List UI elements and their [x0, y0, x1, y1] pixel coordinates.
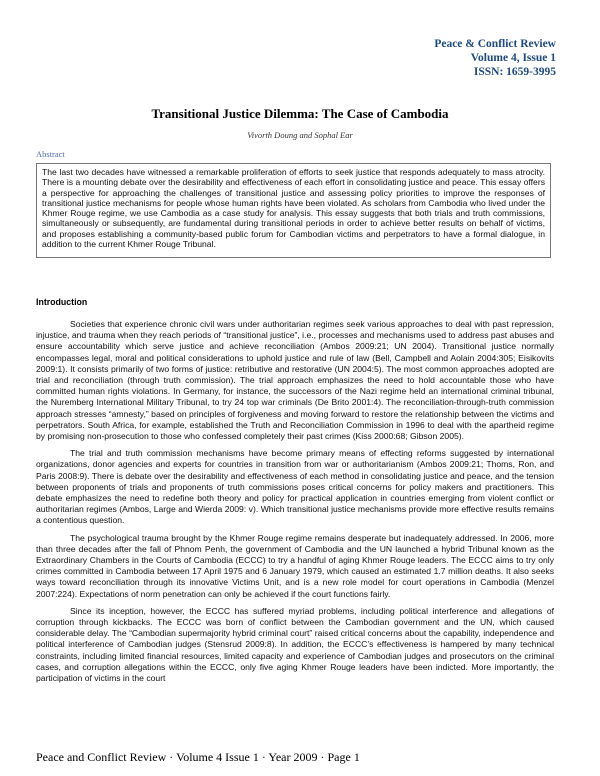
abstract-label: Abstract: [36, 149, 65, 159]
article-title: Transitional Justice Dilemma: The Case of Cambodia: [151, 106, 449, 121]
page-footer: Peace and Conflict Review · Volume 4 Issue 1 · Year 2009 · Page 1: [36, 750, 360, 764]
introduction-body: [36, 319, 554, 690]
body-paragraph: Since its inception, however, the ECCC has suffered myriad problems, including political interference and allegations of corruption through kickbacks. The ECCC was born of conflict between the Cambodian government and the UN, which caused considerable delay. The “Cambodian supermajority hybrid criminal court” raised critical concerns about the capability, independence and political interference of Cambodian judges (Stensrud 2009:8). In addition, the ECCC’s effectiveness is hampered by many technical constraints, including limited financial resources, limited capacity and experience of Cambodian judges and prosecutors on the criminal cases, and corruption allegations within the ECCC, only five aging Khmer Rouge leaders have been indicted. More importantly, the participation of victims in the court: [36, 605, 554, 684]
journal-name: Peace & Conflict Review: [434, 38, 556, 50]
body-paragraph: Societies that experience chronic civil wars under authoritarian regimes seek various approaches to deal with past repression, injustice, and trauma when they reach periods of “transitional justice”, i.e., processes and mechanisms used to address past abuses and ensure accountability which serve justice and achieve reconciliation (Ambos 2009:21; UN 2004). Transitional justice normally encompasses legal, moral and political considerations to uphold justice and rule of law (Bell, Campbell and Aolain 2004:305; Eisikovits 2009:1). It consists primarily of two forms of justice: retributive and restorative (UN 2004:5). The most common approaches adopted are trial and reconciliation (through truth commission). The trial approach emphasizes the need to hold accountable those who have committed human rights violations. In Germany, for instance, the successors of the Nazi regime held an international criminal tribunal, the Nuremberg International Military Tribunal, to try 24 top war criminals (De Brito 2001:4). The reconciliation-through-truth commission approach stresses “amnesty,” based on principles of forgiveness and moving forward to restore the relationship between the victims and perpetrators. South Africa, for example, established the Truth and Reconciliation Commission in 1996 to deal with the apartheid regime by promising non-prosecution to those who confessed completely their past crimes (Kiss 2000:68; Gibson 2005).: [36, 319, 554, 442]
body-paragraph: The psychological trauma brought by the Khmer Rouge regime remains desperate but inadequately addressed. In 2006, more than three decades after the fall of Phnom Penh, the government of Cambodia and the UN launched a hybrid Tribunal known as the Extraordinary Chambers in the Courts of Cambodia (ECCC) to try a handful of aging Khmer Rouge leaders. The ECCC aims to try only crimes committed in Cambodia between 17 April 1975 and 6 January 1979, which caused an estimated 1.7 million deaths. It also seeks ways toward reconciliation through its innovative Victims Unit, and is a new role model for court operations in Cambodia (Menzel 2007:224). Expectations of norm penetration can only be achieved if the court functions fairly.: [36, 532, 554, 599]
article-authors: Vivorth Doung and Sophal Ear: [247, 130, 353, 140]
journal-issue: Volume 4, Issue 1: [470, 52, 556, 64]
journal-issn: ISSN: 1659-3995: [473, 66, 556, 78]
body-paragraph: The trial and truth commission mechanisms have become primary means of effecting reforms suggested by international organizations, donor agencies and experts for countries in transition from war or authoritarianism (Ambos 2009:21; Thoms, Ron, and Paris 2008:9). There is debate over the desirability and effectiveness of each method in consolidating justice and peace, and the tension between proponents of trials and proponents of truth commissions poses critical concerns for policy makers and practitioners. This debate emphasizes the need to redefine both theory and policy for practical application in countries emerging from violent conflict or authoritarian regimes (Ambos, Large and Wierda 2009: v). Which transitional justice mechanisms provide more effective results remains a contentious question.: [36, 448, 554, 526]
journal-header: [434, 37, 556, 79]
abstract-text: The last two decades have witnessed a remarkable proliferation of efforts to seek justice that responds adequately to mass atrocity. There is a mounting debate over the desirability and effectiveness of each effort in consolidating justice and peace. This essay offers a perspective for approaching the challenges of transitional justice and assessing policy priorities to improve the responses of transitional justice mechanisms for people whose human rights have been violated. As scholars from Cambodia who lived under the Khmer Rouge regime, we use Cambodia as a case study for analysis. This essay suggests that both trials and truth commissions, simultaneously or subsequently, are fundamental during transitional periods in order to achieve better results on behalf of victims, and proposes establishing a community-based public forum for Cambodian victims and perpetrators to have a formal dialogue, in addition to the current Khmer Rouge Tribunal.: [42, 167, 545, 250]
section-heading-introduction: Introduction: [36, 297, 88, 307]
abstract-box: [36, 163, 551, 258]
